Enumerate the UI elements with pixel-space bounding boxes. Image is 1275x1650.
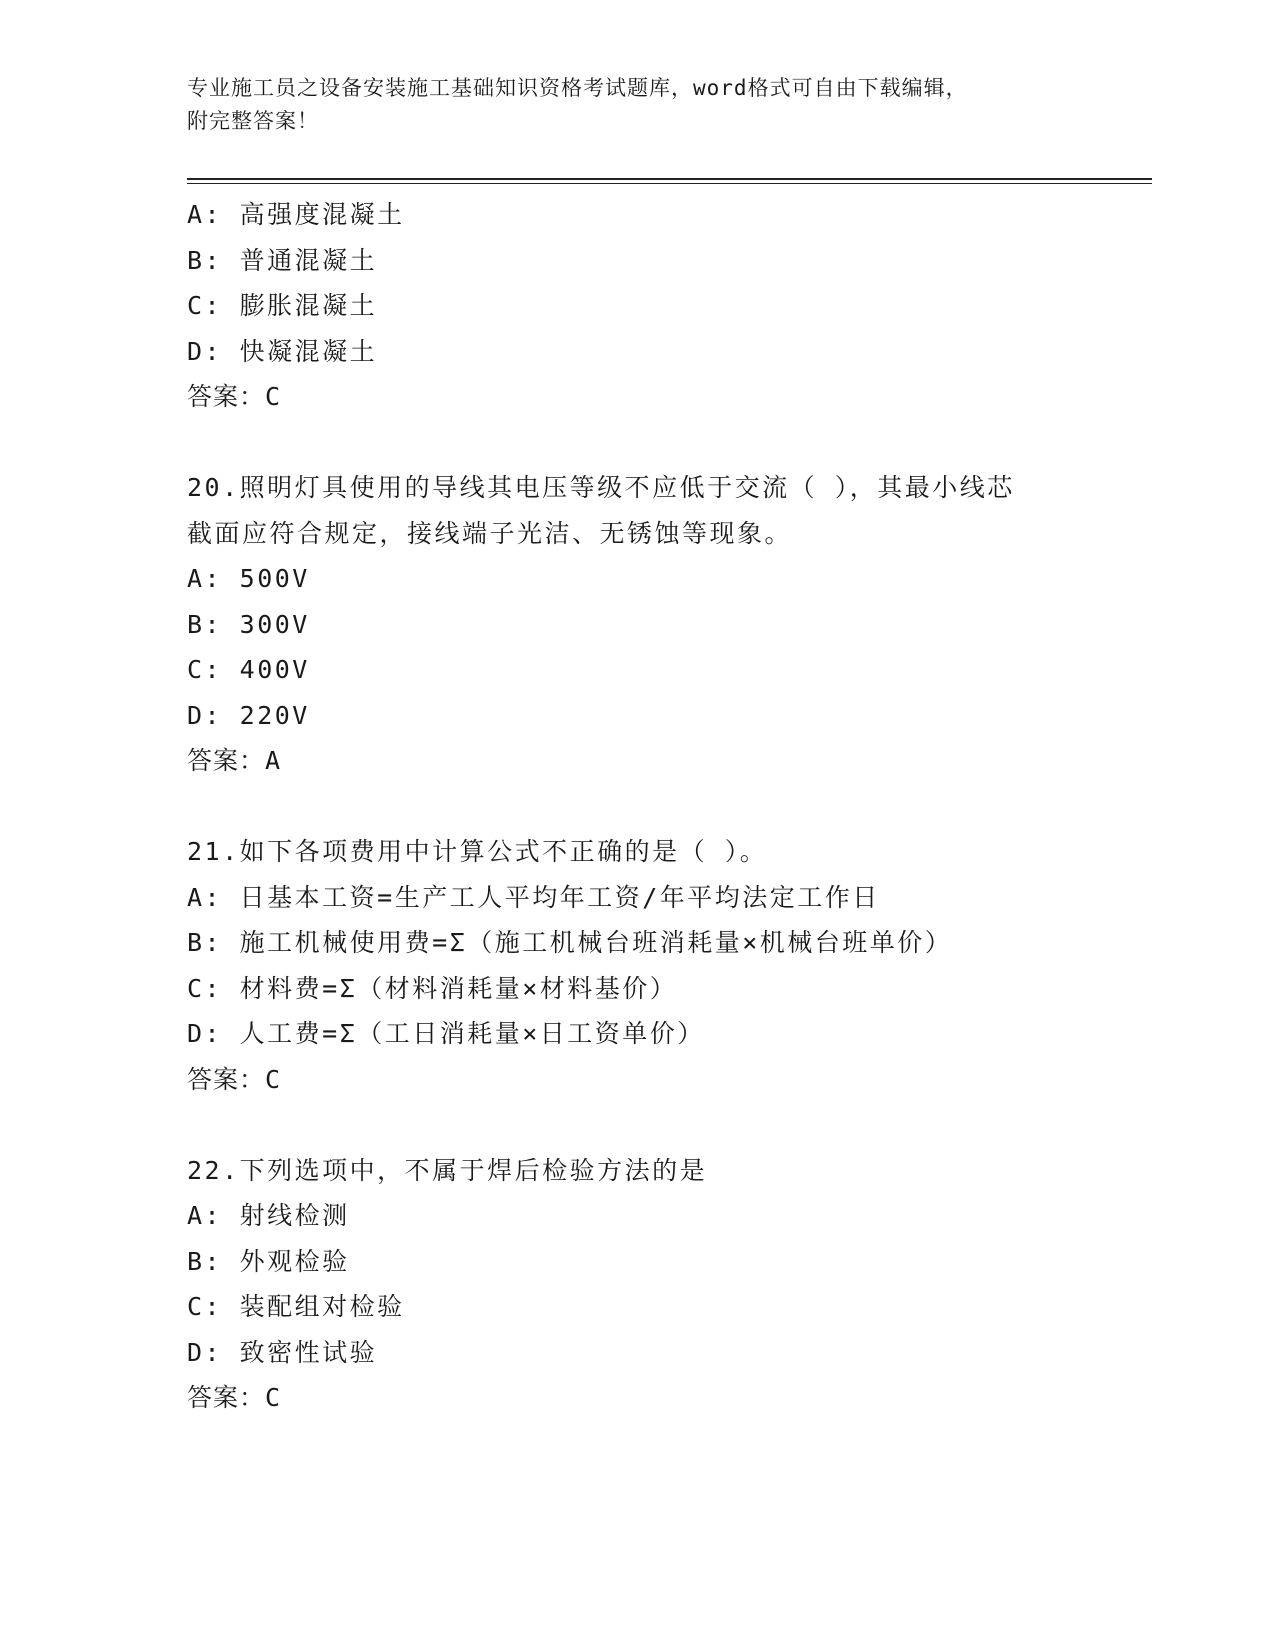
header-divider-thick [187,178,1152,180]
option-b: B: 施工机械使用费=Σ（施工机械台班消耗量×机械台班单价） [187,928,953,957]
question-21 [187,829,1127,1102]
question-stem-continued: 截面应符合规定，接线端子光洁、无锈蚀等现象。 [187,518,793,548]
header-divider-thin [187,183,1152,184]
option-b: B: 300V [187,609,310,639]
header-line-2: 附完整答案！ [187,109,319,133]
option-a: A: 500V [187,564,310,593]
option-c: C: 膨胀混凝土 [187,291,378,320]
answer-line: 答案：A [187,746,282,775]
option-a: A: 日基本工资=生产工人平均年工资/年平均法定工作日 [187,882,880,912]
option-a: A: 高强度混凝土 [187,200,405,229]
question-19 [187,192,1127,420]
option-c: C: 400V [187,655,310,684]
question-list [187,192,1127,1421]
question-stem: 20.照明灯具使用的导线其电压等级不应低于交流（ ），其最小线芯 [187,473,1015,502]
option-b: B: 外观检验 [187,1246,350,1276]
option-d: D: 人工费=Σ（工日消耗量×日工资单价） [187,1019,705,1048]
question-stem: 22.下列选项中，不属于焊后检验方法的是 [187,1155,708,1185]
spacer [187,784,1127,830]
option-d: D: 220V [187,700,310,730]
question-22 [187,1148,1127,1421]
document-header [187,72,1087,138]
question-20 [187,465,1127,784]
header-line-1: 专业施工员之设备安装施工基础知识资格考试题库，word格式可自由下载编辑， [187,76,968,100]
option-d: D: 快凝混凝土 [187,336,378,366]
spacer [187,420,1127,466]
option-c: C: 装配组对检验 [187,1292,405,1321]
spacer [187,1102,1127,1148]
answer-line: 答案：C [187,1383,282,1412]
option-a: A: 射线检测 [187,1201,350,1230]
option-c: C: 材料费=Σ（材料消耗量×材料基价） [187,973,678,1003]
option-d: D: 致密性试验 [187,1337,378,1367]
answer-line: 答案：C [187,382,282,411]
answer-line: 答案：C [187,1064,282,1094]
option-b: B: 普通混凝土 [187,245,378,275]
question-stem: 21.如下各项费用中计算公式不正确的是（ ）。 [187,837,768,866]
